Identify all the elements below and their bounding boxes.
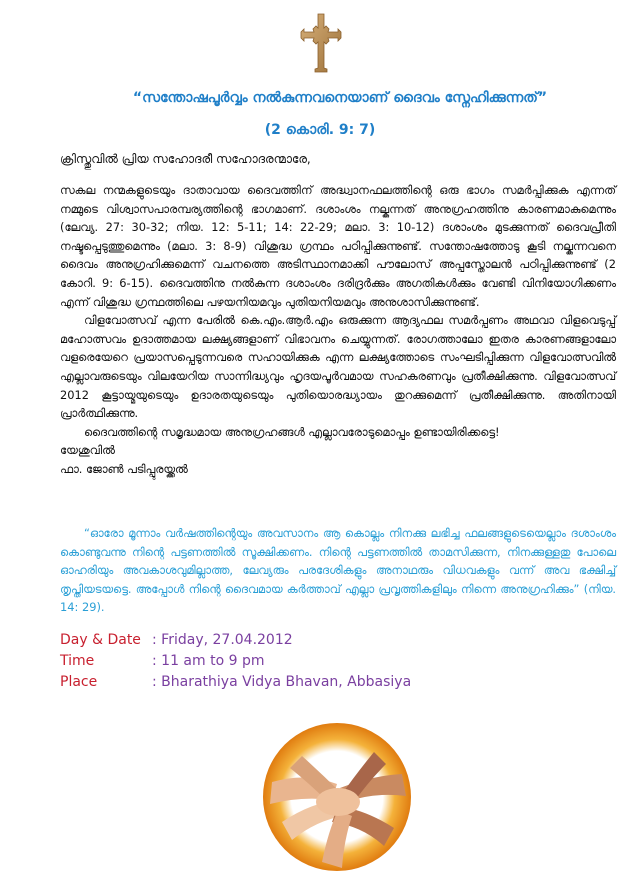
- bible-reference: (2 കൊരി. 9: 7): [264, 122, 376, 138]
- event-value: : Friday, 27.04.2012: [152, 632, 293, 648]
- event-value: : 11 am to 9 pm: [152, 653, 265, 669]
- event-label: Place: [60, 674, 98, 690]
- event-value: : Bharathiya Vidya Bhavan, Abbasiya: [152, 674, 412, 690]
- letter-greeting: ക്രിസ്തുവിൽ പ്രിയ സഹോദരീ സഹോദരന്മാരേ,: [60, 152, 311, 166]
- letter-paragraph: വിളവോത്സവ് എന്ന പേരിൽ കെ.എം.ആർ.എം ഒരുക്കുന്ന ആദ്യഫല സമർപ്പണം അഥവാ വിളവെടുപ്പ് മഹോത്സവം ഉദാത്തമായ ലക്ഷ്യങ്ങളാണ് വിഭാവനം ചെയ്യുന്നത്. രോഗത്താലോ ഇതര കാരണങ്ങളാലോ വളരെയേറെ പ്രയാസപ്പെടുന്നവരെ സഹായിക്കുക എന്ന ലക്ഷ്യത്തോടെ സംഘടിപ്പിക്കുന്ന വിളവോത്സവിൽ എല്ലാവരുടെയും വിലയേറിയ സാന്നിദ്ധ്യവും ഹൃദയപൂർവമായ സഹകരണവും പ്രതീക്ഷിക്കുന്നു. വിളവോത്സവ് 2012 കൂട്ടായ്മയുടെയും ഉദാരതയുടെയും പുതിയൊരദ്ധ്യായം തുറക്കുമെന്ന് പ്രതീക്ഷിക്കുന്നു. അതിനായി പ്രാർത്ഥിക്കുന്നു.: [60, 313, 616, 421]
- letter-body: [60, 181, 616, 479]
- event-row-date: [60, 630, 411, 651]
- cross-icon: [299, 12, 343, 74]
- letter-paragraph: സകല നന്മകളുടെയും ദാതാവായ ദൈവത്തിന് അദ്ധ്വാനഫലത്തിന്റെ ഒരു ഭാഗം സമർപ്പിക്കുക എന്നത് നമ്മുടെ വിശ്വാസപാരമ്പര്യത്തിന്റെ ഭാഗമാണ്. ദശാംശം നല്കുന്നത് അനുഗ്രഹത്തിനു കാരണമാകുമെന്നും (ലേവ്യ. 27: 30-32; നിയ. 12: 5-11; 14: 22-29; മലാ. 3: 10-12) ദശാംശം മുടക്കുന്നത് ദൈവപ്രീതി നഷ്ടപ്പെടുത്തുമെന്നും (മലാ. 3: 8-9) വിശുദ്ധ ഗ്രന്ഥം പഠിപ്പിക്കുന്നുണ്ട്. സന്തോഷത്തോടു കൂടി നല്കുന്നവനെ ദൈവം അനുഗ്രഹിക്കുമെന്ന് വചനത്തെ അടിസ്ഥാനമാക്കി പൗലോസ് അപ്പസ്തോലൻ പഠിപ്പിക്കുന്നുണ്ട് (2 കോറി. 9: 6-15). ദൈവത്തിനു നൽകുന്ന ദശാംശം ദരിദ്രർക്കും അഗതികൾക്കും വേണ്ടി വിനിയോഗിക്കണം എന്ന് വിശുദ്ധ ഗ്രന്ഥത്തിലെ പഴയനിയമവും പുതിയനിയമവും അനുശാസിക്കുന്നുണ്ട്.: [60, 183, 616, 309]
- event-label: Time: [60, 653, 95, 669]
- scripture-quote: “ഓരോ മൂന്നാം വർഷത്തിന്റെയും അവസാനം ആ കൊല്ലം നിനക്കു ലഭിച്ച ഫലങ്ങളുടെയെല്ലാം ദശാംശം കൊണ്ടുവന്നു നിന്റെ പട്ടണത്തിൽ സൂക്ഷിക്കണം. നിന്റെ പട്ടണത്തിൽ താമസിക്കുന്ന, നിനക്കുള്ളതു പോലെ ഓഹരിയും അവകാശവുമില്ലാത്ത, ലേവ്യരും പരദേശികളും അനാഥരും വിധവകളും വന്ന് അവ ഭക്ഷിച്ച് തൃപ്തിയടയട്ടെ. അപ്പോൾ നിന്റെ ദൈവമായ കർത്താവ് എല്ലാ പ്രവൃത്തികളിലും നിന്നെ അനുഗ്രഹിക്കും” (നിയ. 14: 29).: [60, 526, 616, 615]
- event-row-place: [60, 672, 411, 693]
- event-label: Day & Date: [60, 632, 141, 648]
- letter-signature: ഫാ. ജോൺ പടിപ്പുരയ്ക്കൽ: [60, 461, 188, 476]
- letter-closing: യേശുവിൽ: [60, 443, 115, 458]
- stacked-hands-image: [262, 722, 412, 872]
- page-title: “സന്തോഷപൂർവ്വം നൽകുന്നവനെയാണ് ദൈവം സ്നേഹിക്കുന്നത്”: [132, 90, 548, 106]
- event-details: [60, 630, 411, 693]
- letter-paragraph: ദൈവത്തിന്റെ സമൃദ്ധമായ അനുഗ്രഹങ്ങൾ എല്ലാവരോടുമൊപ്പം ഉണ്ടായിരിക്കട്ടെ!: [84, 424, 500, 439]
- event-row-time: [60, 651, 411, 672]
